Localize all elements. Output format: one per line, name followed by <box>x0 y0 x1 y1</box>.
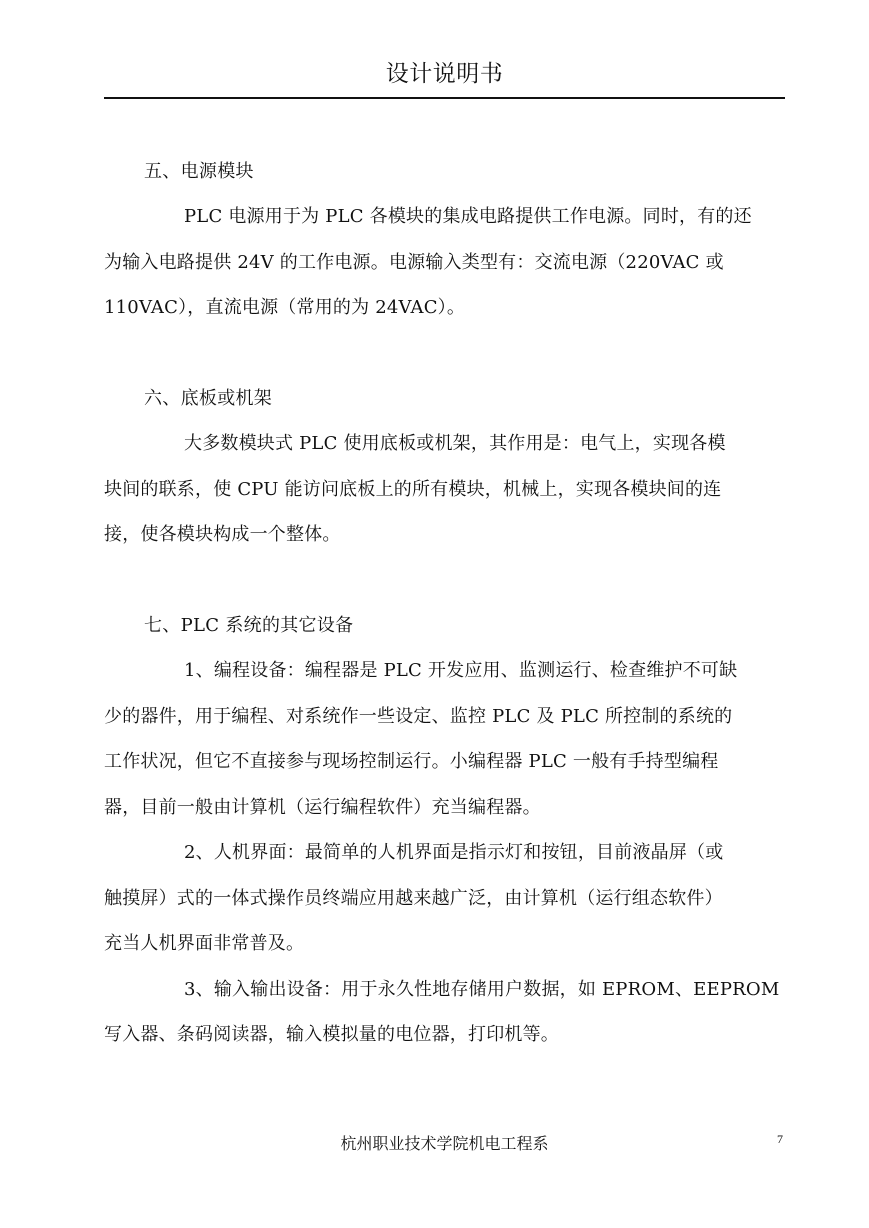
header-divider <box>104 97 785 99</box>
paragraph-line: 工作状况，但它不直接参与现场控制运行。小编程器 PLC 一般有手持型编程 <box>104 751 719 772</box>
paragraph-line: 器，目前一般由计算机（运行编程软件）充当编程器。 <box>104 797 541 818</box>
paragraph-line: 充当人机界面非常普及。 <box>104 933 305 954</box>
paragraph-line: 少的器件，用于编程、对系统作一些设定、监控 PLC 及 PLC 所控制的系统的 <box>104 706 733 727</box>
paragraph-line: 触摸屏）式的一体式操作员终端应用越来越广泛，由计算机（运行组态软件） <box>104 888 723 909</box>
paragraph-line: 1、编程设备：编程器是 PLC 开发应用、监测运行、检查维护不可缺 <box>184 660 738 681</box>
header-title: 设计说明书 <box>385 61 504 87</box>
paragraph-line: PLC 电源用于为 PLC 各模块的集成电路提供工作电源。同时，有的还 <box>184 206 752 227</box>
paragraph-line: 为输入电路提供 24V 的工作电源。电源输入类型有：交流电源（220VAC 或 <box>104 252 724 273</box>
section-heading-backplane: 六、底板或机架 <box>144 388 273 409</box>
page-number: 7 <box>777 1132 783 1146</box>
paragraph-line: 110VAC），直流电源（常用的为 24VAC）。 <box>104 297 466 318</box>
footer-institution: 杭州职业技术学院机电工程系 <box>340 1134 549 1153</box>
paragraph-line: 写入器、条码阅读器，输入模拟量的电位器，打印机等。 <box>104 1024 559 1045</box>
paragraph-line: 块间的联系，使 CPU 能访问底板上的所有模块，机械上，实现各模块间的连 <box>104 479 722 500</box>
paragraph-line: 大多数模块式 PLC 使用底板或机架，其作用是：电气上，实现各模 <box>184 433 726 454</box>
section-heading-other-devices: 七、PLC 系统的其它设备 <box>144 615 354 636</box>
paragraph-line: 2、人机界面：最简单的人机界面是指示灯和按钮，目前液晶屏（或 <box>184 842 724 863</box>
section-heading-power-module: 五、电源模块 <box>144 161 254 182</box>
paragraph-line: 3、输入输出设备：用于永久性地存储用户数据，如 EPROM、EEPROM <box>184 979 780 1000</box>
paragraph-line: 接，使各模块构成一个整体。 <box>104 524 341 545</box>
